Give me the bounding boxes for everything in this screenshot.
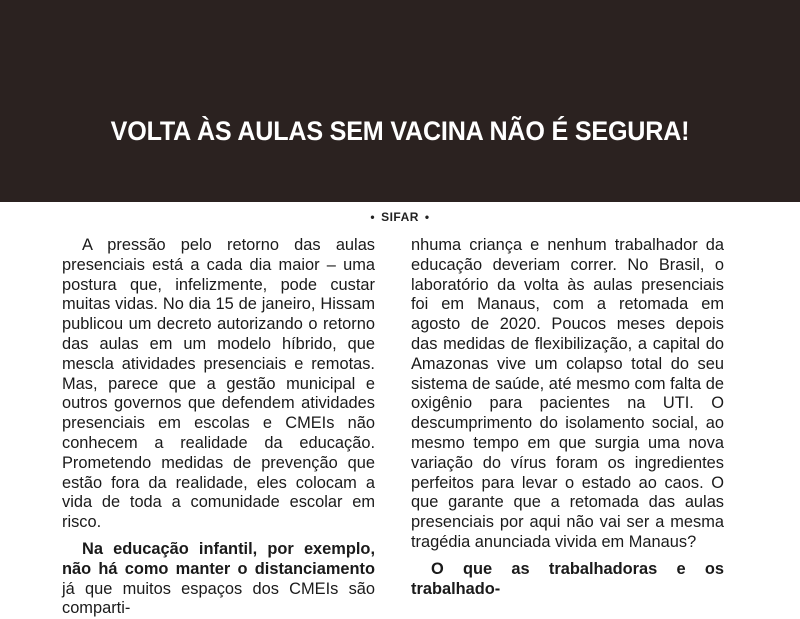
paragraph-2-text: já que muitos espaços dos CMEIs são comparti-	[62, 579, 375, 618]
paragraph-1: A pressão pelo retorno das aulas presenciais está a cada dia maior – uma postura que, infelizmente, pode custar muitas vidas. No dia 15 de janeiro, Hissam publicou um decreto autorizando o retorno das aulas em um modelo híbrido, que mescla atividades presenciais e remotas. Mas, parece que a gestão municipal e outros governos que defendem atividades presenciais em escolas e CMEIs não conhecem a realidade da educação. Prometendo medidas de prevenção que estão fora da realidade, eles colocam a vida de toda a comunidade escolar em risco.	[62, 236, 375, 532]
paragraph-3: nhuma criança e nenhum trabalhador da educação deveriam correr. No Brasil, o laboratório da volta às aulas presenciais foi em Manaus, com a retomada em agosto de 2020. Poucos meses depois das medidas de flexibilização, a capital do Amazonas vive um colapso total do seu sistema de saúde, até mesmo com falta de oxigênio para pacientes na UTI. O descumprimento do isolamento social, ao mesmo tempo em que surgia uma nova variação do vírus foram os ingredientes perfeitos para levar o estado ao caos. O que garante que a retomada das aulas presenciais por aqui não vai ser a mesma tragédia anunciada vivida em Manaus?	[411, 236, 724, 551]
article-headline: VOLTA ÀS AULAS SEM VACINA NÃO É SEGURA!	[110, 116, 690, 146]
paragraph-4-emphasis: O que as trabalhadoras e os trabalhado-	[411, 559, 724, 598]
byline-dot-right: •	[424, 210, 430, 224]
paragraph-2	[62, 540, 375, 619]
article-column-left	[62, 236, 375, 619]
byline-dot-left: •	[370, 210, 376, 224]
paragraph-4	[411, 560, 724, 600]
header-banner	[0, 0, 800, 202]
byline-author: SIFAR	[381, 210, 419, 224]
paragraph-2-emphasis: Na educação infantil, por exemplo, não há como manter o distanciamento	[62, 539, 375, 578]
byline	[0, 210, 800, 224]
